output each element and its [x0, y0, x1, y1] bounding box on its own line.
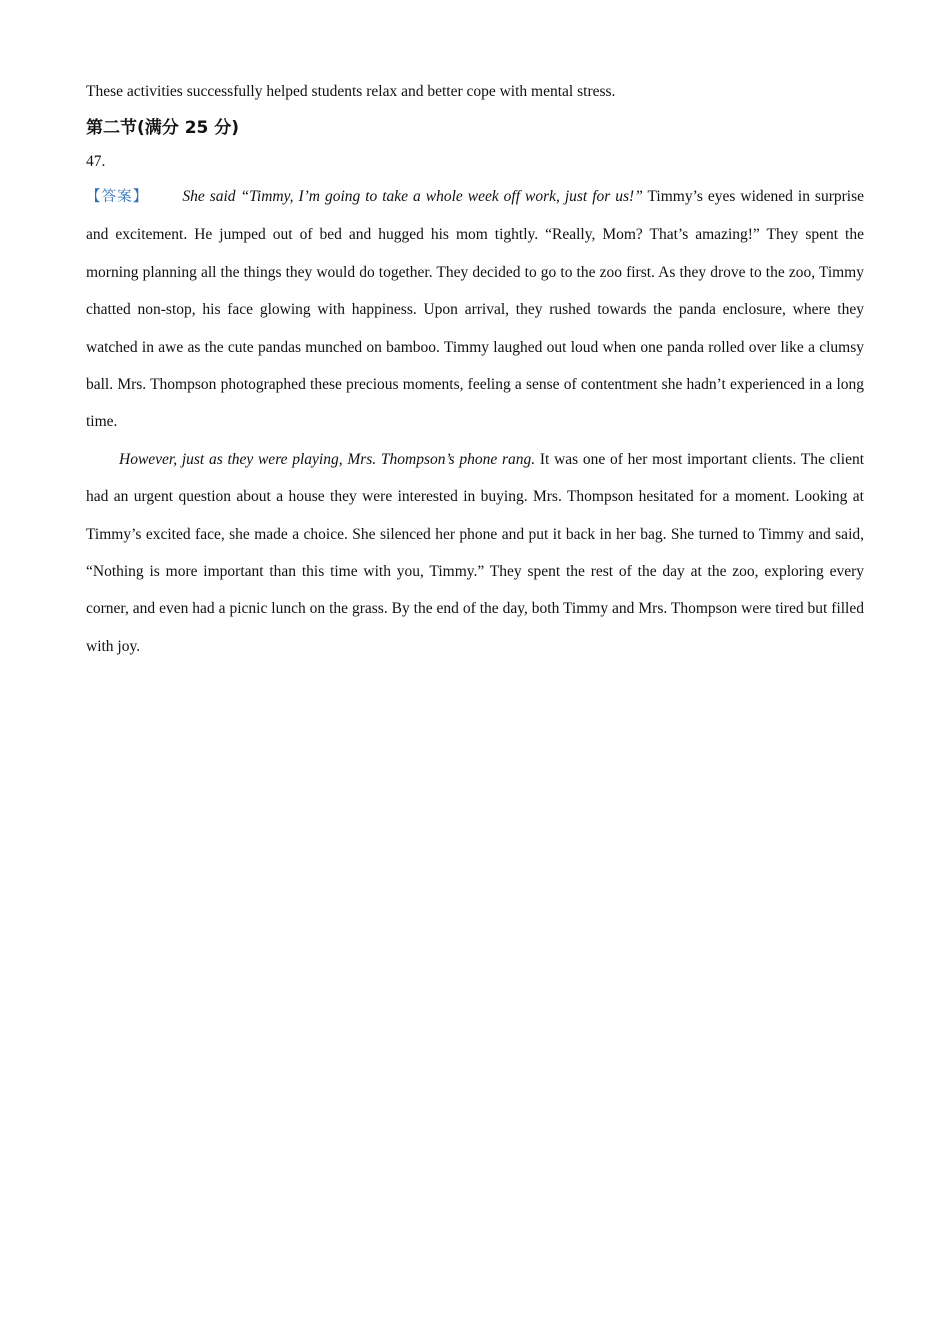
intro-line: These activities successfully helped students relax and better cope with mental stress. [86, 83, 616, 100]
section-heading: 第二节(满分 25 分) [86, 118, 240, 138]
paragraph-1-italic-opening: She said “Timmy, I’m going to take a whole week off work, just for us!” [182, 188, 643, 205]
answer-paragraph-2 [86, 441, 864, 665]
paragraph-2-body: It was one of her most important clients. The client had an urgent question about a house they were interested in buying. Mrs. Thompson hesitated for a moment. Looking at Timmy’s excited face, she made a choice. She silenced her phone and put it back in her bag. She turned to Timmy and said, “Nothing is more important than this time with you, Timmy.” They spent the rest of the day at the zoo, exploring every corner, and even had a picnic lunch on the grass. By the end of the day, both Timmy and Mrs. Thompson were tired but filled with joy. [86, 450, 865, 655]
question-number: 47. [86, 153, 106, 170]
answer-label: 【答案】 [86, 189, 149, 205]
paragraph-2-italic-opening: However, just as they were playing, Mrs. Thompson’s phone rang. [119, 450, 536, 468]
answer-paragraph-1 [86, 178, 864, 441]
document-page [86, 78, 864, 665]
paragraph-1-body: Timmy’s eyes widened in surprise and excitement. He jumped out of bed and hugged his mom tightly. “Really, Mom? That’s amazing!” They spent the morning planning all the things they would do together. They decided to go to the zoo first. As they drove to the zoo, Timmy chatted non-stop, his face glowing with happiness. Upon arrival, they rushed towards the panda enclosure, where they watched in awe as the cute pandas munched on bamboo. Timmy laughed out loud when one panda rolled over like a clumsy ball. Mrs. Thompson photographed these precious moments, feeling a sense of contentment she hadn’t experienced in a long time. [86, 188, 864, 431]
